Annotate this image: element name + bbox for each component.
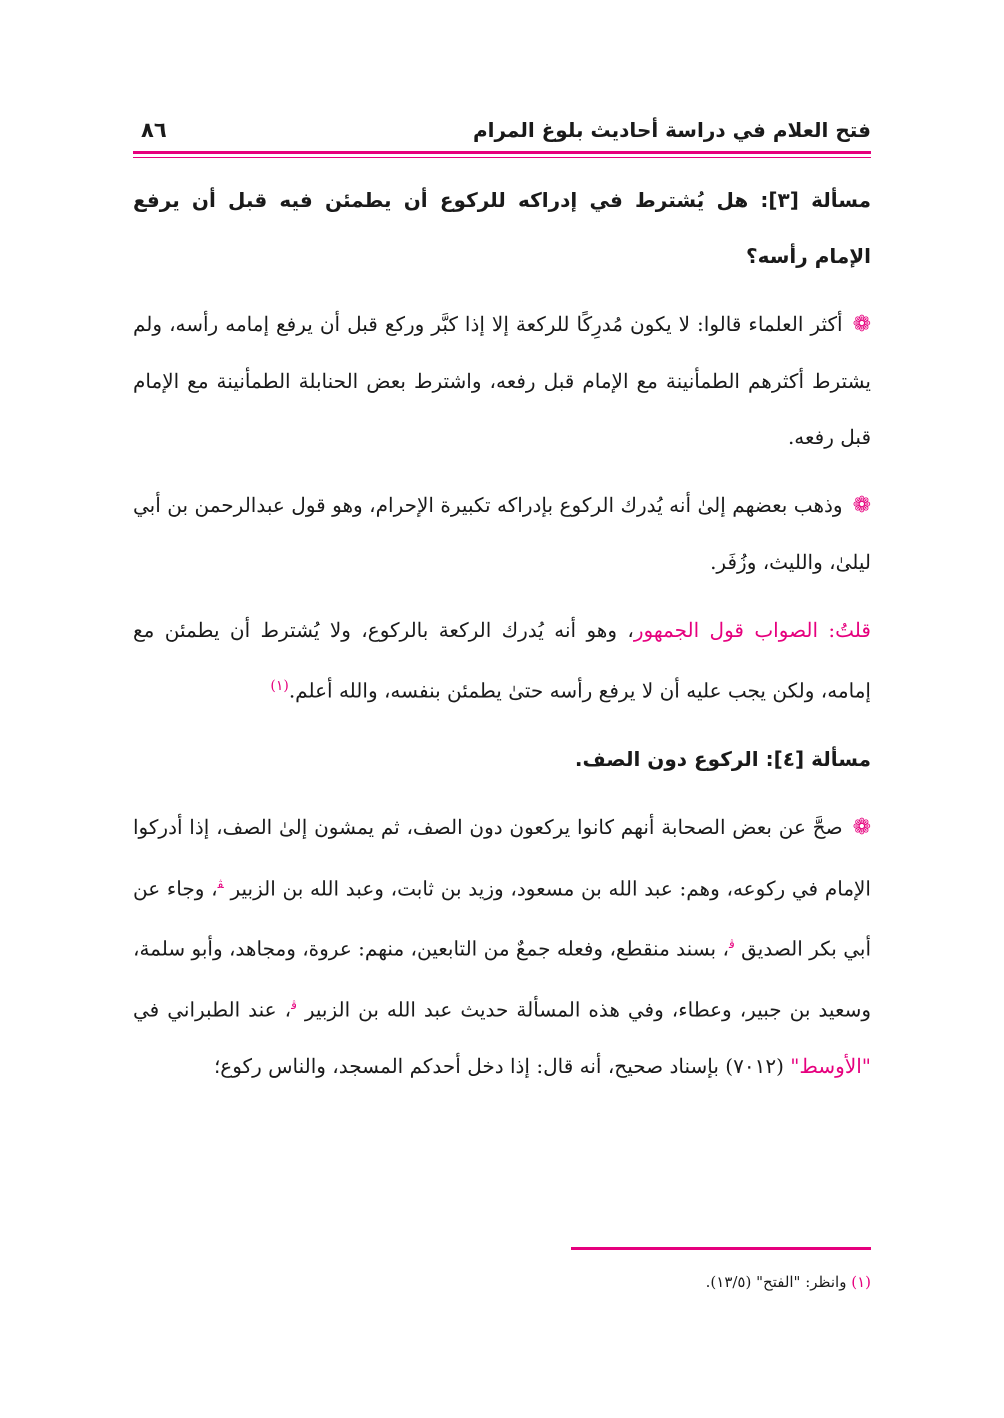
paragraph-3	[133, 602, 871, 719]
book-title: فتح العلام في دراسة أحاديث بلوغ المرام	[472, 118, 871, 142]
page-number: ٨٦	[141, 118, 167, 142]
issue-label: مسألة [٤]:	[765, 746, 871, 771]
paragraph-1	[133, 296, 871, 465]
source-title: "الأوسط"	[790, 1053, 871, 1078]
paragraph-text: ، وجاء عن أبي بكر الصديق	[133, 876, 871, 961]
opinion-lead: قلتُ: الصواب قول الجمهور	[633, 618, 871, 642]
page-body	[133, 172, 871, 1106]
honorific-icon: ﭬ	[728, 937, 735, 952]
paragraph-text: وذهب بعضهم إلىٰ أنه يُدرك الركوع بإدراكه تكبيرة الإحرام، وهو قول عبدالرحمن بن أبي ليلىٰ، والليث، وزُفَر.	[133, 493, 871, 574]
footnote-number: (١)	[851, 1273, 871, 1291]
flower-bullet-icon: ❁	[852, 493, 871, 518]
paragraph-4	[133, 799, 871, 1094]
running-header	[133, 118, 871, 152]
page	[133, 0, 871, 1418]
flower-bullet-icon: ❁	[852, 312, 871, 337]
flower-bullet-icon: ❁	[852, 814, 871, 840]
issue-question: الركوع دون الصف.	[574, 746, 759, 771]
header-rule-thick	[133, 151, 871, 154]
paragraph-text: أكثر العلماء قالوا: لا يكون مُدرِكًا للركعة إلا إذا كبَّر وركع قبل أن يرفع إمامه رأسه، ولم يشترط أكثرهم الطمأنينة مع الإمام قبل رفعه، واشترط بعض الحنابلة الطمأنينة مع الإمام قبل رفعه.	[133, 312, 871, 449]
paragraph-text: صحَّ عن بعض الصحابة أنهم كانوا يركعون دون الصف، ثم يمشون إلىٰ الصف، إذا أدركوا الإمام في ركوعه، وهم: عبد الله بن مسعود، وزيد بن ثابت، وعبد الله بن الزبير	[133, 814, 871, 901]
honorific-icon: ﭭ	[217, 876, 224, 891]
paragraph-text: ، عند الطبراني في	[133, 997, 292, 1022]
paragraph-2	[133, 477, 871, 590]
footnote	[706, 1268, 871, 1296]
paragraph-text: ، بسند منقطع، وفعله جمعٌ من التابعين، منهم: عروة، ومجاهد، وأبو سلمة، وسعيد بن جبير، وعطاء، وفي هذه المسألة حديث عبد الله بن الزبير	[133, 936, 872, 1022]
footnote-text: وانظر: "الفتح" (١٣/٥).	[705, 1273, 852, 1291]
paragraph-text: ، وهو أنه يُدرك الركعة بالركوع، ولا يُشترط أن يطمئن مع إمامه، ولكن يجب عليه أن لا يرفع رأسه حتىٰ يطمئن بنفسه، والله أعلم.	[133, 618, 871, 703]
footnote-marker[interactable]: (١)	[270, 678, 289, 694]
issue-label: مسألة [٣]:	[760, 188, 871, 212]
header-rule-thin	[133, 157, 871, 158]
issue-4-heading	[133, 731, 871, 787]
paragraph-text: (٧٠١٢) بإسناد صحيح، أنه قال: إذا دخل أحدكم المسجد، والناس ركوع؛	[213, 1053, 791, 1078]
issue-3-heading	[133, 172, 871, 284]
honorific-icon: ﭬ	[291, 997, 297, 1012]
footnote-rule	[571, 1247, 871, 1250]
issue-question: هل يُشترط في إدراكه للركوع أن يطمئن فيه قبل أن يرفع الإمام رأسه؟	[133, 188, 871, 268]
